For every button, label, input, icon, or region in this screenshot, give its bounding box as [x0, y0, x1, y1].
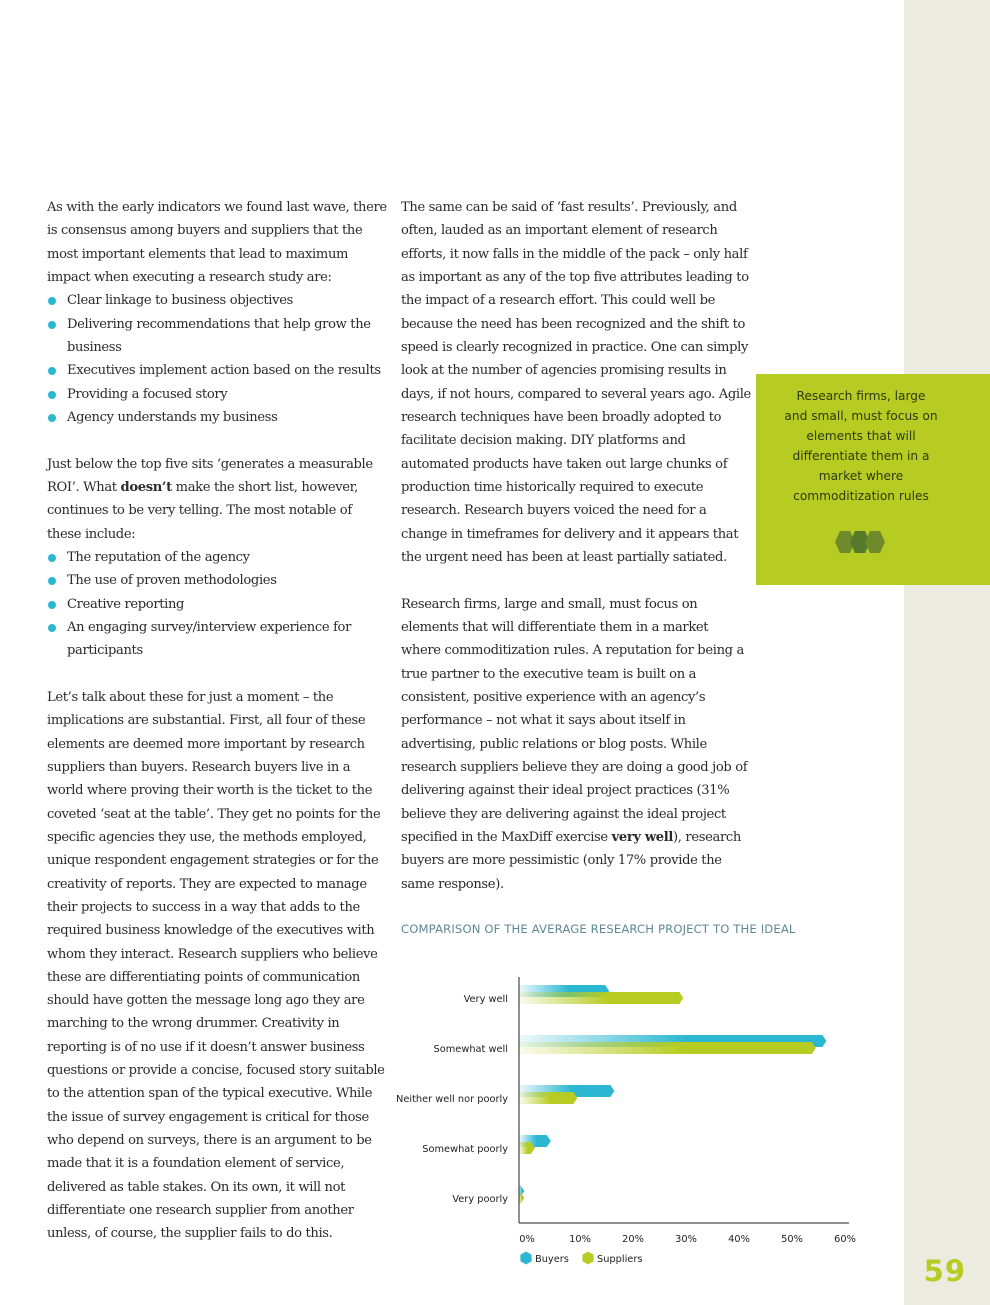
x-tick-label: 0%: [519, 1234, 535, 1245]
list-item-text: Clear linkage to business objectives: [67, 293, 293, 309]
x-tick-label: 30%: [675, 1234, 697, 1245]
hexagons-icon: [830, 530, 894, 556]
firms-text-bold: very well: [611, 829, 674, 845]
category-label: Very well: [463, 994, 508, 1005]
pull-quote-callout: [756, 374, 990, 585]
left-column: [47, 196, 387, 1246]
firms-text-a: Research firms, large and small, must focus on elements that will differentiate them in a market where commoditization rules. A reputation for being a true partner to the executive team is built on a consistent, positive experience with an agency’s performance – not what it says about itself in advertising, public relations or blog posts. While research suppliers believe they are doing a good job of delivering against their ideal project practices (31% believe they are delivering against the ideal project specified in the MaxDiff exercise: [401, 596, 748, 845]
list-item-text: Executives implement action based on the results: [67, 363, 381, 379]
top-five-list: [47, 289, 387, 429]
bullet-dot-icon: [48, 367, 56, 375]
fast-results-paragraph: The same can be said of ‘fast results’. Previously, and often, lauded as an important element of research efforts, it now falls in the middle of the pack – only half as important as any of the top five attributes leading to the impact of a research effort. This could well be because the need has been recognized and the shift to speed is clearly recognized in practice. One can simply look at the number of agencies promising results in days, if not hours, compared to several years ago. Agile research techniques have been broadly adopted to facilitate decision making. DIY platforms and automated products have taken out large chunks of production time historically required to execute research. Research buyers voiced the need for a change in timeframes for delivery and it appears that the urgent need has been at least partially satiated.: [401, 200, 751, 565]
research-firms-paragraph: [401, 593, 751, 896]
bullet-dot-icon: [48, 321, 56, 329]
bullet-dot-icon: [48, 601, 56, 609]
legend-label: Suppliers: [597, 1254, 643, 1265]
list-item: [47, 616, 387, 663]
right-margin-band: [904, 0, 990, 1305]
page-number: 59: [923, 1254, 966, 1288]
list-item: [47, 359, 387, 382]
list-item-text: Creative reporting: [67, 596, 185, 612]
pull-quote-text: Research firms, large and small, must focus on elements that will differentiate them in a market where commoditization rules: [784, 389, 938, 503]
bullet-dot-icon: [48, 414, 56, 422]
x-tick-label: 60%: [834, 1234, 856, 1245]
bullet-dot-icon: [48, 577, 56, 585]
list-item: [47, 289, 387, 312]
bullet-dot-icon: [48, 554, 56, 562]
category-label: Neither well nor poorly: [396, 1094, 508, 1105]
list-item: [47, 569, 387, 592]
list-item-text: The reputation of the agency: [67, 549, 250, 565]
notable-list: [47, 546, 387, 663]
bullet-dot-icon: [48, 624, 56, 632]
list-item-text: Agency understands my business: [67, 409, 278, 425]
comparison-bar-chart: [381, 965, 861, 1275]
roi-text-bold: doesn’t: [120, 479, 172, 495]
list-item-text: The use of proven methodologies: [67, 573, 277, 589]
list-item: [47, 383, 387, 406]
list-item-text: Providing a focused story: [67, 386, 228, 402]
x-tick-label: 10%: [569, 1234, 591, 1245]
suppliers-bar: [519, 1042, 816, 1054]
legend-label: Buyers: [535, 1254, 569, 1265]
roi-paragraph: [47, 453, 387, 546]
list-item-text: An engaging survey/interview experience for participants: [67, 619, 352, 659]
x-tick-label: 50%: [781, 1234, 803, 1245]
list-item-text: Delivering recommendations that help grow the business: [67, 316, 371, 355]
list-item: [47, 546, 387, 569]
bullet-dot-icon: [48, 297, 56, 305]
chart-title: COMPARISON OF THE AVERAGE RESEARCH PROJECT TO THE IDEAL: [401, 922, 796, 936]
implications-paragraph: Let’s talk about these for just a moment – the implications are substantial. First, all four of these elements are deemed more important by research suppliers than buyers. Research buyers live in a world where proving their worth is the ticket to the coveted ‘seat at the table’. They get no points for the specific agencies they use, the methods employed, unique respondent engagement strategies or for the creativity of reports. They are expected to manage their projects to success in a way that adds to the required business knowledge of the executives with whom they interact. Research suppliers who believe these are differentiating points of communication should have gotten the message long ago they are marching to the wrong drummer. Creativity in reporting is of no use if it doesn’t answer business questions or provide a concise, focused story suitable to the attention span of the typical executive. While the issue of survey engagement is critical for those who depend on surveys, there is an argument to be made that it is a foundation element of service, delivered as table stakes. On its own, it will not differentiate one research supplier from another unless, of course, the supplier fails to do this.: [47, 689, 385, 1242]
roi-text-a: Just below the top five sits ‘generates a measurable ROI’. What: [47, 456, 373, 495]
firms-text-b: ), research buyers are more pessimistic (only 17% provide the same response).: [401, 829, 741, 892]
buyers-legend-icon: [520, 1252, 531, 1265]
list-item: [47, 593, 387, 616]
suppliers-legend-icon: [582, 1252, 593, 1265]
x-tick-label: 40%: [728, 1234, 750, 1245]
list-item: [47, 313, 387, 360]
category-label: Very poorly: [452, 1194, 508, 1205]
bullet-dot-icon: [48, 391, 56, 399]
suppliers-bar: [519, 1092, 577, 1104]
middle-column: [401, 196, 751, 896]
category-label: Somewhat well: [433, 1044, 508, 1055]
roi-text-b: make the short list, however, continues to be very telling. The most notable of these include:: [47, 479, 358, 542]
suppliers-bar: [519, 992, 683, 1004]
x-tick-label: 20%: [622, 1234, 644, 1245]
intro-paragraph: As with the early indicators we found last wave, there is consensus among buyers and suppliers that the most important elements that lead to maximum impact when executing a research study are:: [47, 200, 387, 285]
category-label: Somewhat poorly: [422, 1144, 508, 1155]
list-item: [47, 406, 387, 429]
